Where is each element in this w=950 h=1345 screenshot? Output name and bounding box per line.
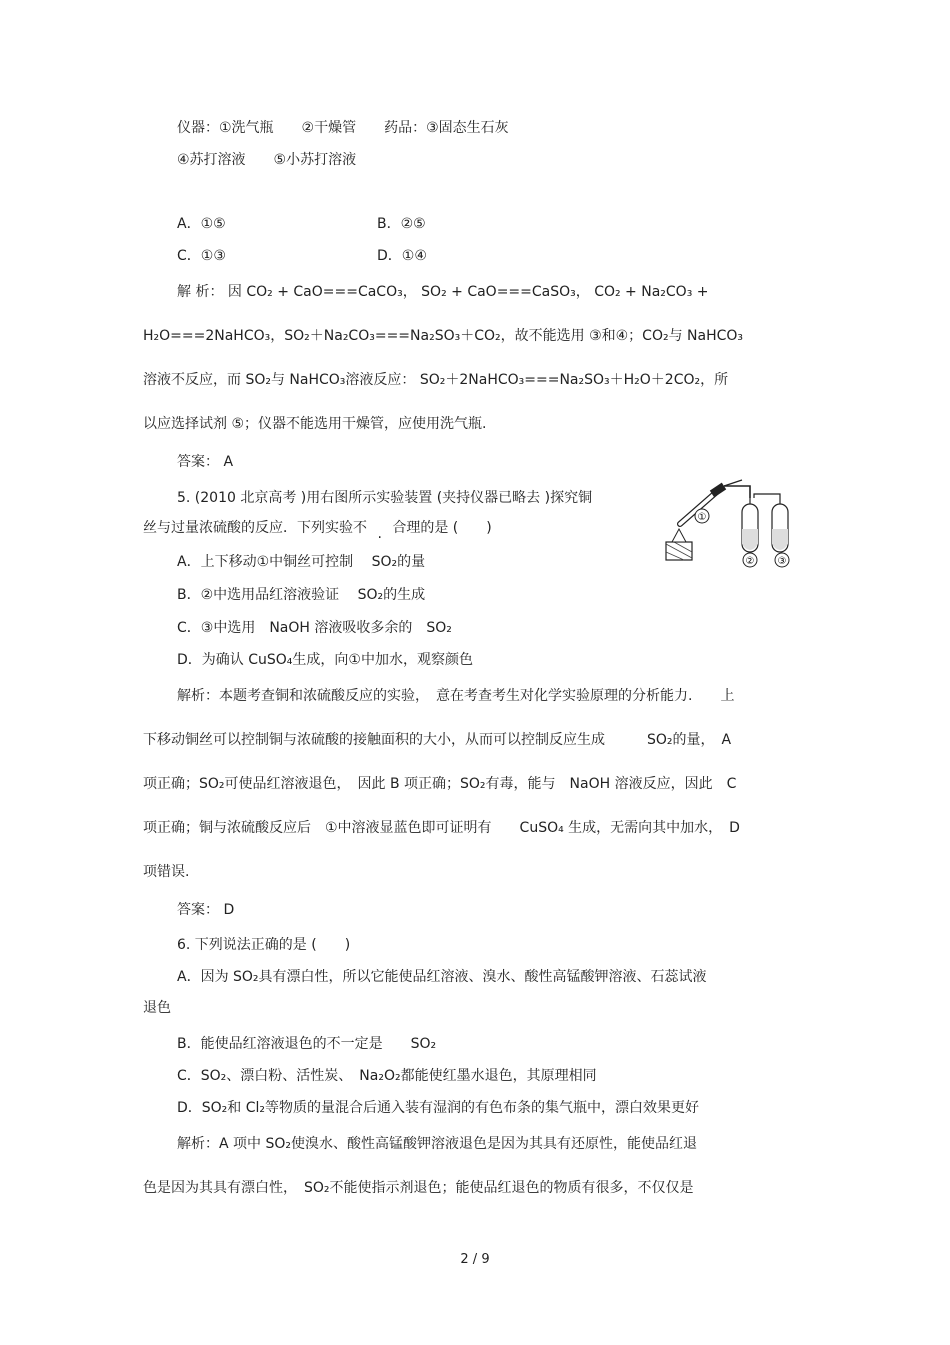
q4-instruments: 仪器：①洗气瓶 ②干燥管 药品：③固态生石灰 <box>177 120 509 136</box>
q5-stem-part: 丝与过量浓硫酸的反应．下列实验不 <box>143 520 367 536</box>
q4-option-a: A．①⑤ <box>177 216 226 232</box>
test-tube-3-liquid <box>772 529 788 550</box>
test-tube-2-liquid <box>742 529 758 550</box>
q5-stem-line-1: 5. (2010 北京高考 )用右图所示实验装置 (夹持仪器已略去 )探究铜 <box>177 490 593 506</box>
q4-analysis-line-3: 溶液不反应，而 SO₂与 NaHCO₃溶液反应： SO₂＋2NaHCO₃===Na₂SO₃＋H₂O＋2CO₂，所 <box>143 372 729 388</box>
copper-wire <box>724 480 742 486</box>
q4-option-c: C．①③ <box>177 248 226 264</box>
q6-analysis-line-2: 色是因为其具有漂白性， SO₂不能使指示剂退色；能使品红退色的物质有很多，不仅仅是 <box>143 1180 694 1196</box>
q6-analysis-line-1: 解析：A 项中 SO₂使溴水、酸性高锰酸钾溶液退色是因为其具有还原性，能使品红退 <box>177 1136 697 1152</box>
stopper <box>712 486 724 494</box>
q6-option-a-line-2: 退色 <box>143 1000 171 1016</box>
q4-analysis-line-4: 以应选择试剂 ⑤；仪器不能选用干燥管，应使用洗气瓶. <box>143 416 487 432</box>
q4-reagents: ④苏打溶液 ⑤小苏打溶液 <box>177 152 357 168</box>
q5-analysis-line-3: 项正确；SO₂可使品红溶液退色， 因此 B 项正确；SO₂有毒，能与 NaOH 溶液反应，因此 C <box>143 776 737 792</box>
label-1: ① <box>697 512 707 523</box>
q4-answer: 答案： A <box>177 454 234 470</box>
q5-stem-line-2 <box>143 518 492 542</box>
q6-option-c: C．SO₂、漂白粉、活性炭、 Na₂O₂都能使红墨水退色，其原理相同 <box>177 1068 597 1084</box>
q5-analysis-line-1: 解析：本题考查铜和浓硫酸反应的实验， 意在考查考生对化学实验原理的分析能力. 上 <box>177 688 735 704</box>
label-2: ② <box>745 556 755 567</box>
q4-option-d: D．①④ <box>377 248 427 264</box>
q5-stem-part-2: 合理的是 ( ) <box>392 520 492 536</box>
q5-option-b: B．②中选用品红溶液验证 SO₂的生成 <box>177 587 426 603</box>
q6-option-d: D．SO₂和 Cl₂等物质的量混合后通入装有湿润的有色布条的集气瓶中，漂白效果更好 <box>177 1100 700 1116</box>
q5-analysis-line-5: 项错误. <box>143 864 190 880</box>
delivery-tube-1 <box>724 486 750 498</box>
q6-option-a-line-1: A．因为 SO₂具有漂白性，所以它能使品红溶液、溴水、酸性高锰酸钾溶液、石蕊试液 <box>177 969 707 985</box>
page-number: 2 / 9 <box>460 1252 490 1267</box>
q5-analysis-line-2: 下移动铜丝可以控制铜与浓硫酸的接触面积的大小，从而可以控制反应生成 SO₂的量， A <box>143 732 732 748</box>
q5-emphasis-dot: . <box>377 526 382 542</box>
q5-option-c: C．③中选用 NaOH 溶液吸收多余的 SO₂ <box>177 620 452 636</box>
q6-stem: 6. 下列说法正确的是 ( ) <box>177 937 351 953</box>
q6-option-b: B．能使品红溶液退色的不一定是 SO₂ <box>177 1036 437 1052</box>
q5-option-d: D．为确认 CuSO₄生成，向①中加水，观察颜色 <box>177 652 473 668</box>
q4-analysis-line-2: H₂O===2NaHCO₃，SO₂＋Na₂CO₃===Na₂SO₃＋CO₂，故不能选用 ③和④；CO₂与 NaHCO₃ <box>143 328 744 344</box>
q5-answer: 答案： D <box>177 902 235 918</box>
q4-analysis-line-1: 解 析： 因 CO₂ + CaO===CaCO₃， SO₂ + CaO===CaSO₃， CO₂ + Na₂CO₃ + <box>177 284 709 300</box>
label-3: ③ <box>777 556 787 567</box>
q4-option-b: B．②⑤ <box>377 216 426 232</box>
flame <box>672 529 686 542</box>
experiment-apparatus-figure <box>662 474 812 569</box>
q5-analysis-line-4: 项正确；铜与浓硫酸反应后 ①中溶液显蓝色即可证明有 CuSO₄ 生成，无需向其中加水， D <box>143 820 740 836</box>
q5-option-a: A．上下移动①中铜丝可控制 SO₂的量 <box>177 554 426 570</box>
